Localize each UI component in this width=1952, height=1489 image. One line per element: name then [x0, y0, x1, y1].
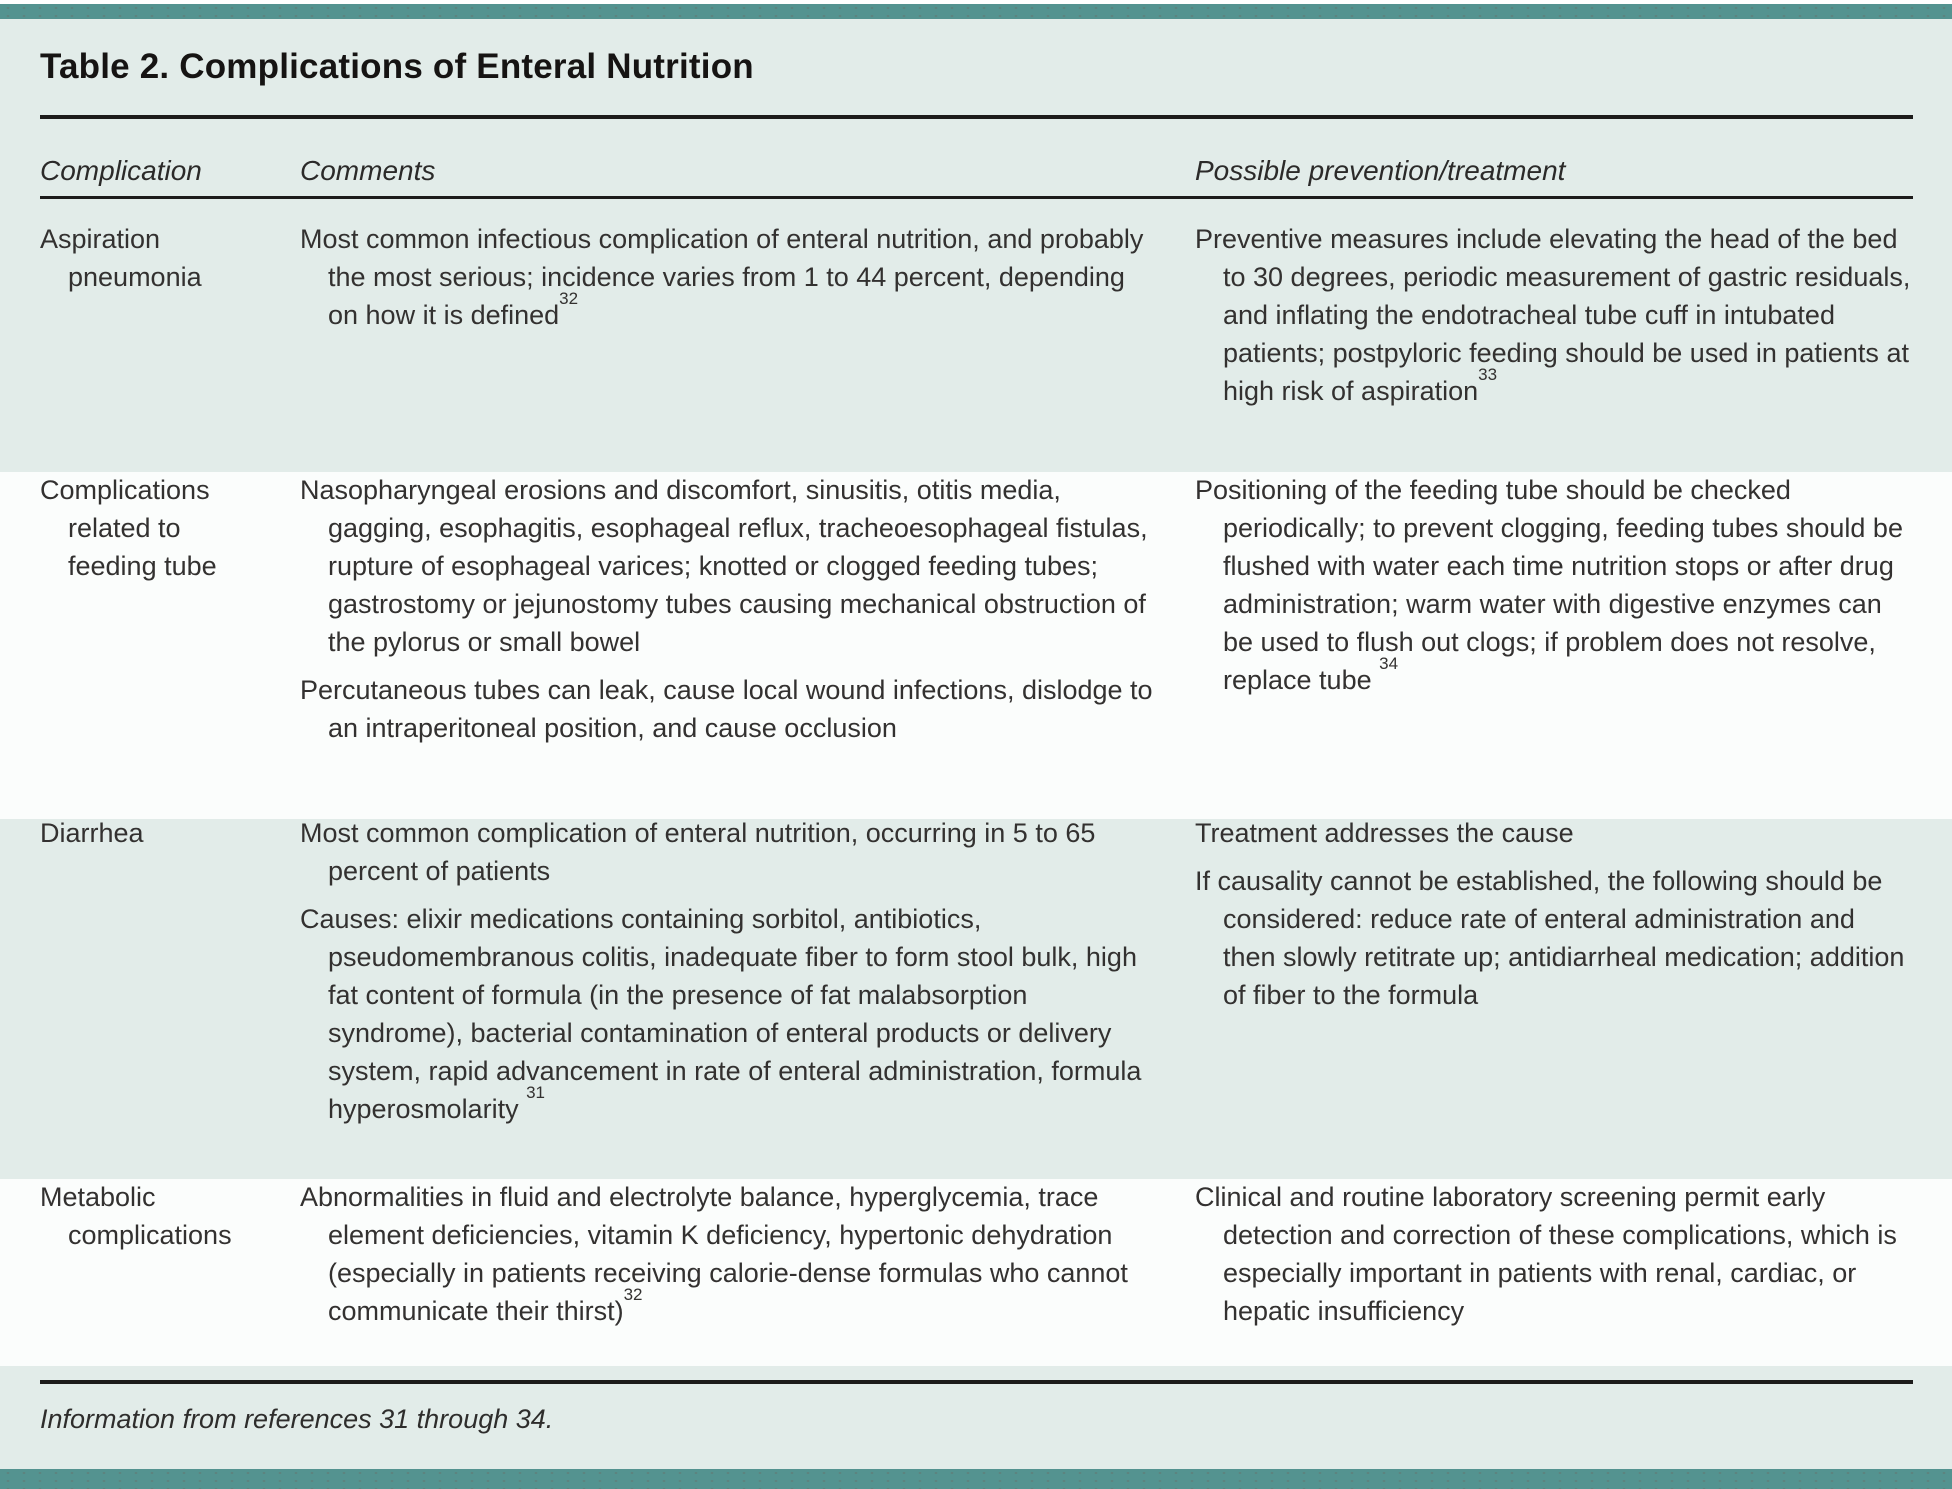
column-header-comments: Comments	[300, 155, 436, 186]
cell-paragraph: Clinical and routine laboratory screening permit early detection and correction of these complications, which is especially important in patients with renal, cardiac, or hepatic insufficiency	[1195, 1182, 1897, 1326]
table-row	[0, 800, 1952, 1128]
complication-name: Complications related to feeding tube	[40, 475, 217, 581]
cell-paragraph: Preventive measures include elevating the head of the bed to 30 degrees, periodic measurement of gastric residuals, and inflating the endotracheal tube cuff in intubated patients; postpyloric feeding should be used in patients at high risk of aspiration$^{33}$	[1195, 224, 1911, 406]
cell-paragraph: Causes: elixir medications containing sorbitol, antibiotics, pseudomembranous colitis, inadequate fiber to form stool bulk, high fat content of formula (in the presence of fat malabsorption syndrome), bacterial contamination of enteral products or delivery system, rapid advancement in rate of enteral administration, formula hyperosmolarity $^{31}$	[300, 904, 1142, 1124]
cell-paragraph: Most common complication of enteral nutrition, occurring in 5 to 65 percent of patients	[300, 818, 1096, 886]
comments-cell	[300, 471, 1195, 747]
cell-paragraph: Treatment addresses the cause	[1195, 818, 1574, 848]
complication-cell	[40, 220, 300, 410]
table-row	[0, 453, 1952, 747]
treatment-cell	[1195, 1178, 1912, 1330]
treatment-cell	[1195, 471, 1912, 747]
comments-cell	[300, 220, 1195, 410]
cell-paragraph: Positioning of the feeding tube should be checked periodically; to prevent clogging, feeding tubes should be flushed with water each time nutrition stops or after drug administration; warm water with digestive enzymes can be used to flush out clogs; if problem does not resolve, replace tube $^{34}$	[1195, 475, 1903, 695]
table-row	[0, 1160, 1952, 1330]
table-row	[0, 200, 1952, 410]
complication-cell	[40, 471, 300, 747]
cell-paragraph: Percutaneous tubes can leak, cause local wound infections, dislodge to an intraperitoneal position, and cause occlusion	[300, 675, 1153, 743]
reference-superscript: 34	[1379, 654, 1399, 673]
divider-rule	[40, 1380, 1913, 1384]
reference-superscript: 32	[559, 289, 579, 308]
cell-paragraph: Nasopharyngeal erosions and discomfort, sinusitis, otitis media, gagging, esophagitis, esophageal reflux, tracheoesophageal fistulas, rupture of esophageal varices; knotted or clogged feeding tubes; gastrostomy or jejunostomy tubes causing mechanical obstruction of the pylorus or small bowel	[300, 475, 1148, 657]
complication-name: Diarrhea	[40, 818, 144, 848]
comments-cell	[300, 814, 1195, 1128]
reference-superscript: 31	[526, 1083, 545, 1102]
comments-cell	[300, 1178, 1195, 1330]
cell-paragraph: If causality cannot be established, the following should be considered: reduce rate of enteral administration and then slowly retitrate up; antidiarrheal medication; addition of fiber to the formula	[1195, 866, 1905, 1010]
complication-cell	[40, 1178, 300, 1330]
bottom-accent-bar	[0, 1469, 1952, 1489]
treatment-cell	[1195, 814, 1912, 1128]
complication-name: Metabolic complications	[40, 1182, 232, 1250]
table-title: Table 2. Complications of Enteral Nutrition	[40, 47, 754, 86]
top-accent-bar	[0, 4, 1952, 19]
complication-name: Aspiration pneumonia	[40, 224, 202, 292]
reference-superscript: 33	[1478, 365, 1498, 384]
divider-rule	[40, 196, 1913, 199]
divider-rule	[40, 115, 1913, 119]
table-footnote: Information from references 31 through 34.	[40, 1404, 554, 1434]
column-header-complication: Complication	[40, 155, 202, 186]
cell-paragraph: Most common infectious complication of enteral nutrition, and probably the most serious; incidence varies from 1 to 44 percent, depending on how it is defined$^{32}$	[300, 224, 1144, 330]
table-header-row	[0, 155, 1952, 187]
complication-cell	[40, 814, 300, 1128]
reference-superscript: 32	[623, 1285, 643, 1304]
treatment-cell	[1195, 220, 1912, 410]
column-header-treatment: Possible prevention/treatment	[1195, 155, 1566, 186]
cell-paragraph: Abnormalities in fluid and electrolyte balance, hyperglycemia, trace element deficiencies, vitamin K deficiency, hypertonic dehydration (especially in patients receiving calorie-dense formulas who cannot communicate their thirst)$^{32}$	[300, 1182, 1128, 1326]
